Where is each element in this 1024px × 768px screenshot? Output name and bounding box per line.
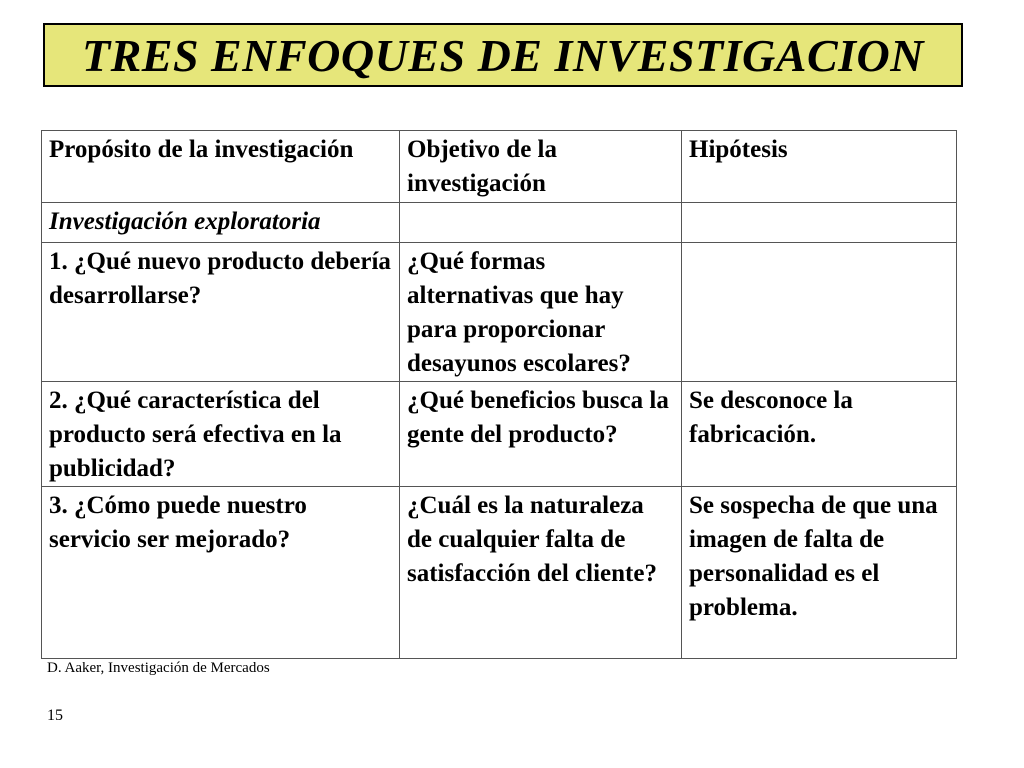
page-number: 15: [47, 707, 63, 724]
table-row: [42, 382, 957, 487]
table-cell: [400, 203, 682, 243]
table-section-row: [42, 203, 957, 243]
table-cell: 1. ¿Qué nuevo producto debería desarrollarse?: [42, 243, 400, 382]
table-cell: 2. ¿Qué característica del producto será efectiva en la publicidad?: [42, 382, 400, 487]
table-row: [42, 487, 957, 659]
table-cell: ¿Qué formas alternativas que hay para proporcionar desayunos escolares?: [400, 243, 682, 382]
section-label: Investigación exploratoria: [42, 203, 400, 243]
header-cell-objective: Objetivo de la investigación: [400, 131, 682, 203]
header-cell-hypothesis: Hipótesis: [682, 131, 957, 203]
table-cell: Se sospecha de que una imagen de falta de personalidad es el problema.: [682, 487, 957, 659]
table-cell: Se desconoce la fabricación.: [682, 382, 957, 487]
table-header-row: [42, 131, 957, 203]
table-cell: [682, 243, 957, 382]
title-banner: [43, 23, 963, 87]
header-cell-purpose: Propósito de la investigación: [42, 131, 400, 203]
table-cell: ¿Qué beneficios busca la gente del producto?: [400, 382, 682, 487]
table-cell: 3. ¿Cómo puede nuestro servicio ser mejorado?: [42, 487, 400, 659]
table-cell: ¿Cuál es la naturaleza de cualquier falta de satisfacción del cliente?: [400, 487, 682, 659]
slide-title: TRES ENFOQUES DE INVESTIGACION: [82, 29, 924, 81]
table-cell: [682, 203, 957, 243]
source-citation: D. Aaker, Investigación de Mercados: [47, 660, 270, 676]
approaches-table: [41, 130, 957, 659]
table-row: [42, 243, 957, 382]
